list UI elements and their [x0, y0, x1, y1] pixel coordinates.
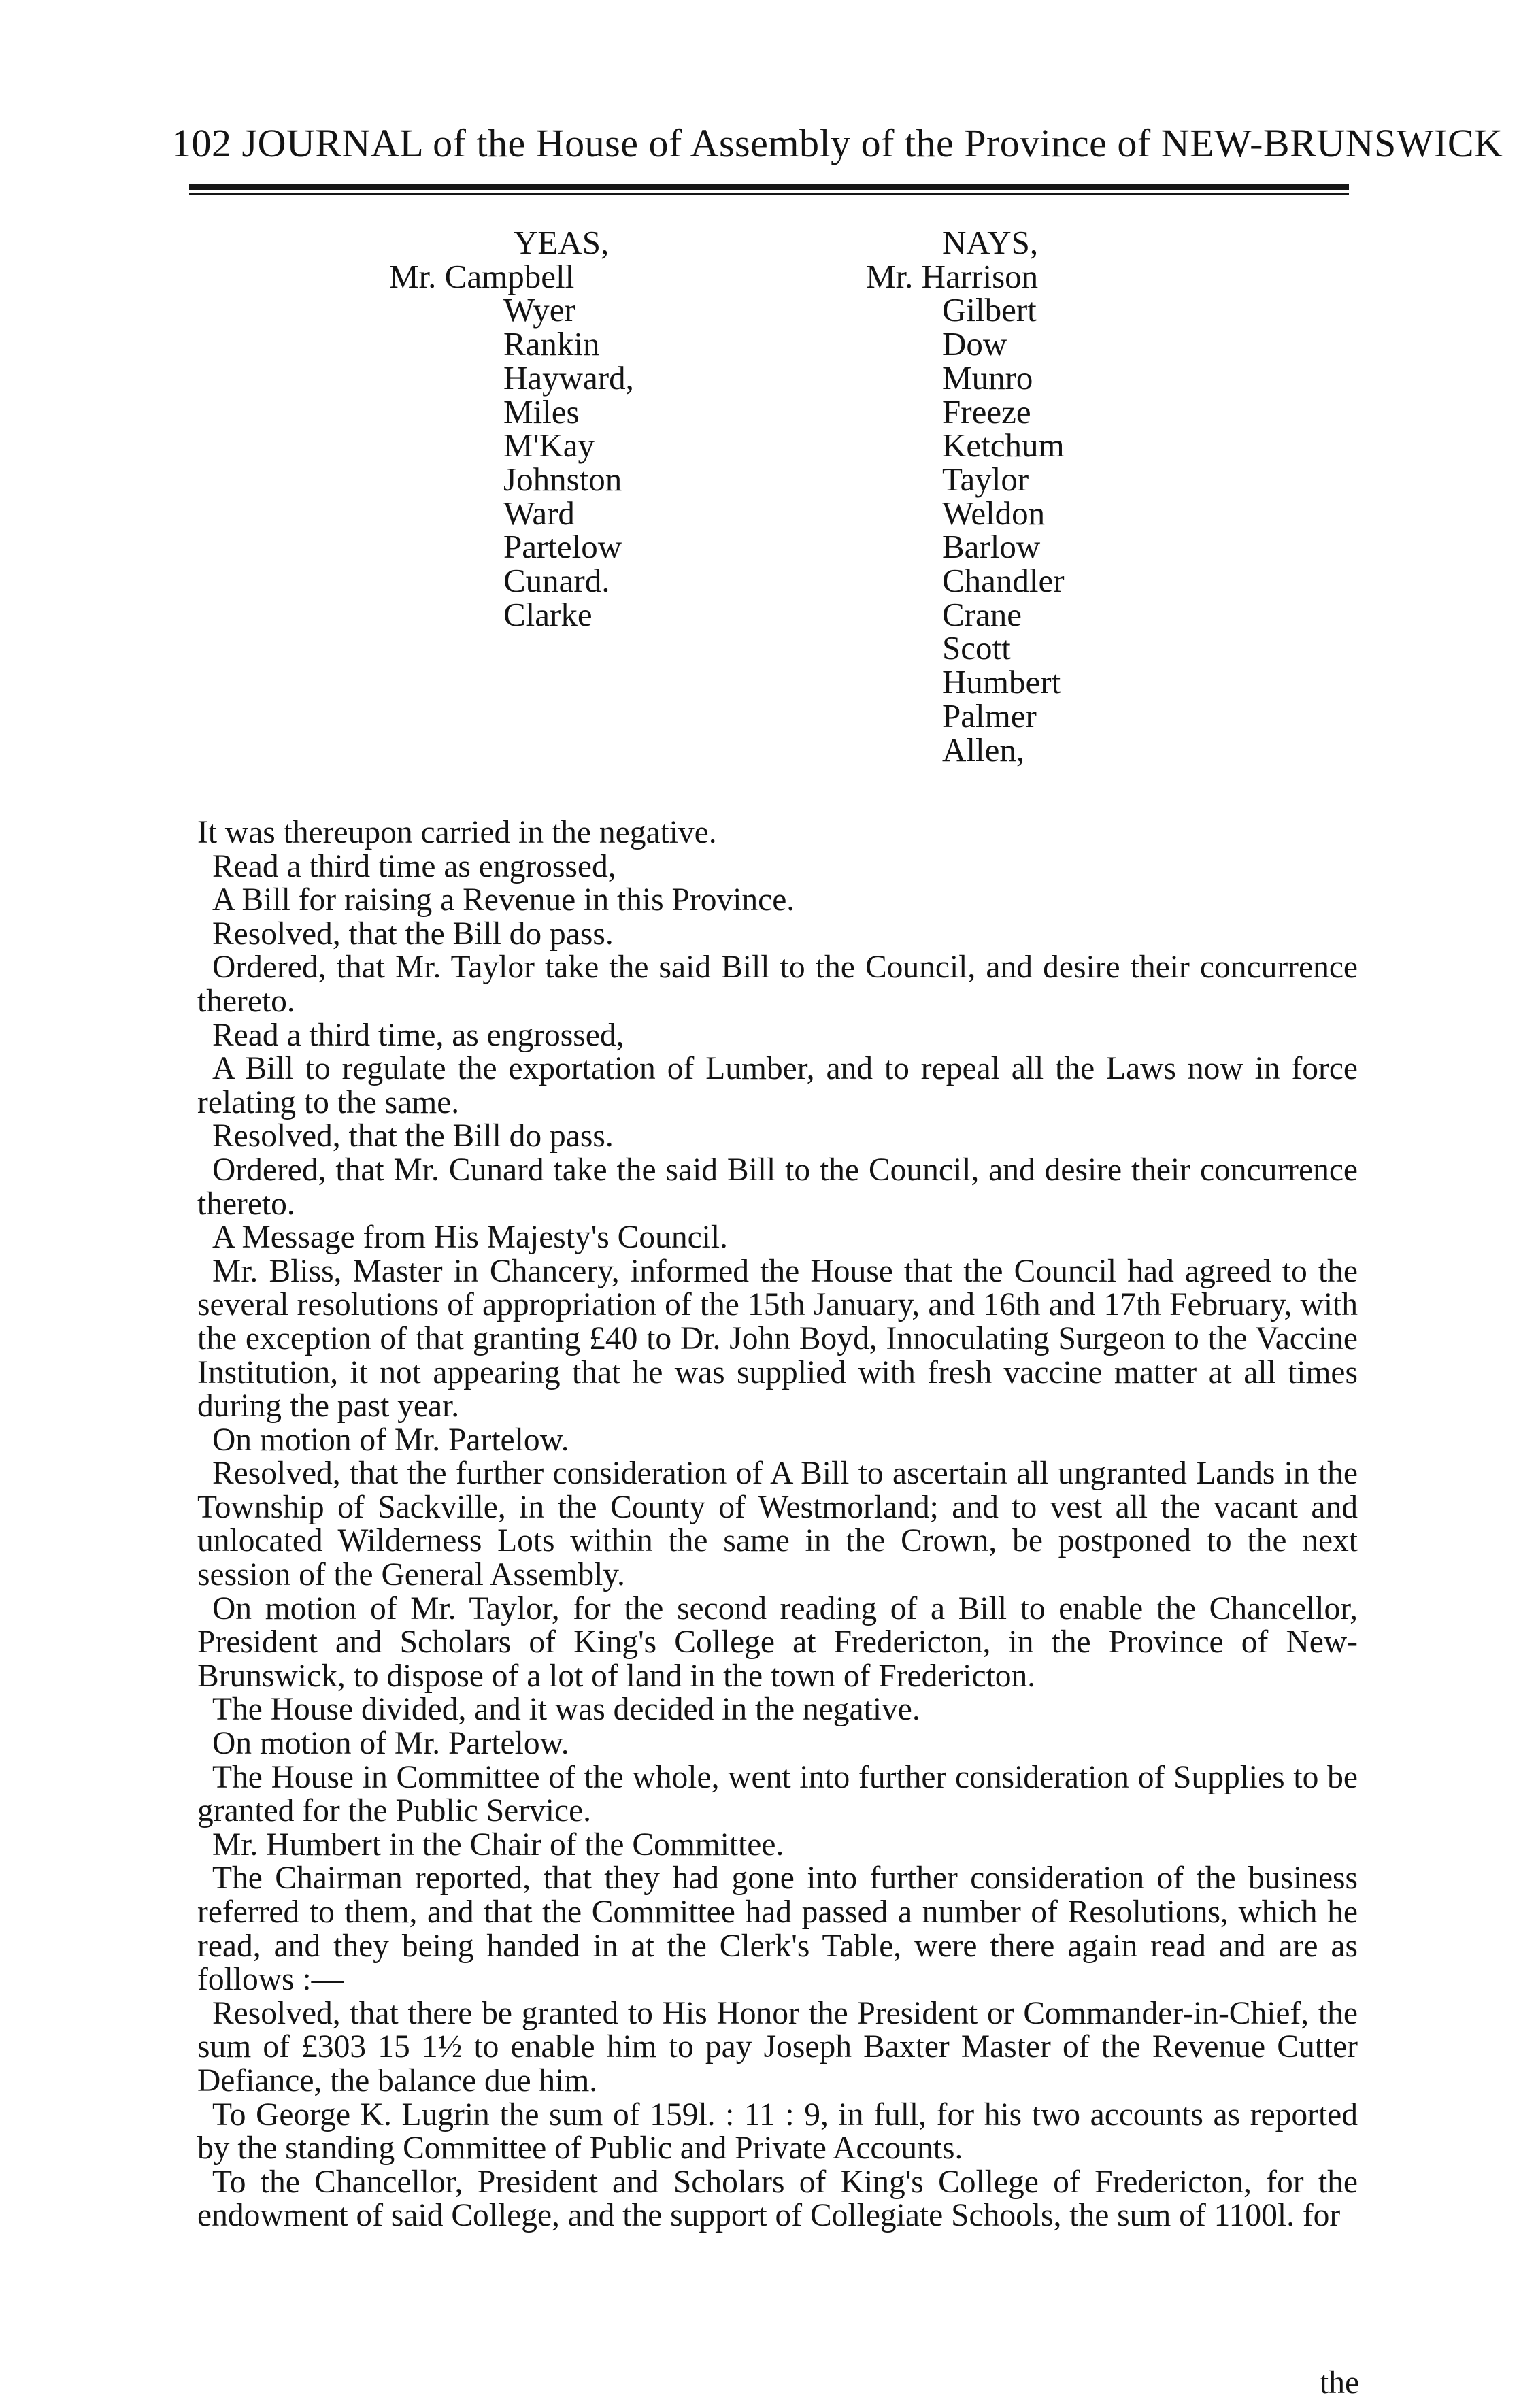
yeas-name: Partelow — [503, 528, 622, 566]
yeas-name: Rankin — [503, 325, 600, 363]
journal-paragraph: A Message from His Majesty's Council. — [212, 1220, 728, 1256]
journal-paragraph: Mr. Bliss, Master in Chancery, informed the House that the Council had agreed to the several resolutions of appropriation of the 15th January, and 16th and 17th February, with the exception of that granting £40 to Dr. John Boyd, Innoculating Surgeon to the Vaccine Institution, it not appearing that he was supplied with fresh vaccine matter at all times during the past year. — [197, 1253, 1358, 1424]
nays-name: Weldon — [942, 494, 1046, 532]
journal-paragraph: Read a third time, as engrossed, — [212, 1017, 624, 1053]
yeas-column — [389, 226, 634, 631]
yeas-name: Clarke — [503, 595, 592, 633]
journal-paragraph: The Chairman reported, that they had gone into further consideration of the business referred to them, and that the Committee had passed a number of Resolutions, which he read, and they being handed in at the Clerk's Table, were there again read and are as follows :— — [197, 1860, 1358, 1998]
journal-paragraph: Resolved, that the further consideration of A Bill to ascertain all ungranted Lands in the Township of Sackville, in the County of Westmorland; and to vest all the vacant and unlocated Wilderness Lots within the same in the Crown, be postponed to the next session of the General Assembly. — [197, 1456, 1358, 1593]
nays-name: Humbert — [942, 663, 1061, 701]
running-header — [171, 120, 1503, 167]
nays-heading: NAYS, — [942, 224, 1039, 261]
journal-paragraph: Ordered, that Mr. Cunard take the said Bill to the Council, and desire their concurrence thereto. — [197, 1152, 1358, 1222]
yeas-name: Ward — [503, 494, 575, 532]
nays-name: Munro — [942, 358, 1033, 397]
nays-name: Chandler — [942, 562, 1065, 600]
nays-name: Dow — [942, 325, 1007, 363]
yeas-name: Cunard. — [503, 562, 610, 600]
journal-paragraph: On motion of Mr. Taylor, for the second reading of a Bill to enable the Chancellor, President and Scholars of King's College at Fredericton, in the Province of New-Brunswick, to dispose of a lot of land in the town of Fredericton. — [197, 1590, 1358, 1694]
nays-name: Palmer — [942, 697, 1037, 735]
nays-name: Gilbert — [942, 291, 1037, 329]
journal-paragraph: Read a third time as engrossed, — [212, 848, 616, 884]
journal-paragraph: To the Chancellor, President and Scholars of King's College of Fredericton, for the endowment of said College, and the support of Collegiate Schools, the sum of 1100l. for — [197, 2164, 1358, 2234]
yeas-heading: YEAS, — [514, 224, 610, 261]
journal-paragraph: It was thereupon carried in the negative. — [197, 815, 717, 850]
nays-name: Crane — [942, 595, 1022, 633]
journal-paragraph: Resolved, that the Bill do pass. — [212, 1118, 614, 1154]
header-rule-thin — [189, 193, 1349, 195]
nays-name: Allen, — [942, 731, 1025, 769]
nays-name: Ketchum — [942, 427, 1065, 465]
journal-paragraph: Resolved, that there be granted to His Honor the President or Commander-in-Chief, the sum of £303 15 1½ to enable him to pay Joseph Baxter Master of the Revenue Cutter Defiance, the balance due him. — [197, 1995, 1358, 2098]
yeas-name: M'Kay — [503, 427, 595, 465]
nays-column — [866, 226, 1065, 767]
journal-paragraph: To George K. Lugrin the sum of 159l. : 11 : 9, in full, for his two accounts as reported by the standing Committee of Public and Private Accounts. — [197, 2096, 1358, 2167]
journal-paragraph: The House divided, and it was decided in the negative. — [212, 1692, 920, 1728]
yeas-name: Hayward, — [503, 358, 634, 397]
journal-paragraph: Mr. Humbert in the Chair of the Committee. — [212, 1826, 784, 1862]
journal-paragraph: A Bill for raising a Revenue in this Province. — [212, 882, 795, 918]
journal-paragraph: The House in Committee of the whole, went into further consideration of Supplies to be granted for the Public Service. — [197, 1759, 1358, 1829]
yeas-name: Miles — [503, 392, 580, 431]
nays-name: Freeze — [942, 392, 1031, 431]
journal-body — [197, 816, 1358, 2233]
yeas-name: Johnston — [503, 460, 622, 498]
yeas-name: Wyer — [503, 291, 575, 329]
catchword: the — [1320, 2365, 1360, 2401]
journal-paragraph: On motion of Mr. Partelow. — [212, 1726, 569, 1762]
nays-name: Barlow — [942, 528, 1041, 566]
nays-name: Taylor — [942, 460, 1029, 498]
yeas-name: Mr. Campbell — [389, 257, 575, 295]
header-rule-thick — [189, 184, 1349, 190]
page-number: 102 — [171, 121, 232, 165]
journal-paragraph: A Bill to regulate the exportation of Lumber, and to repeal all the Laws now in force relating to the same. — [197, 1051, 1358, 1120]
journal-paragraph: On motion of Mr. Partelow. — [212, 1422, 569, 1458]
journal-title: JOURNAL of the House of Assembly of the Province of NEW-BRUNSWICK — [241, 121, 1503, 165]
journal-paragraph: Ordered, that Mr. Taylor take the said Bill to the Council, and desire their concurrence thereto. — [197, 950, 1358, 1019]
nays-name: Mr. Harrison — [866, 257, 1039, 295]
nays-name: Scott — [942, 629, 1011, 667]
journal-paragraph: Resolved, that the Bill do pass. — [212, 916, 614, 952]
